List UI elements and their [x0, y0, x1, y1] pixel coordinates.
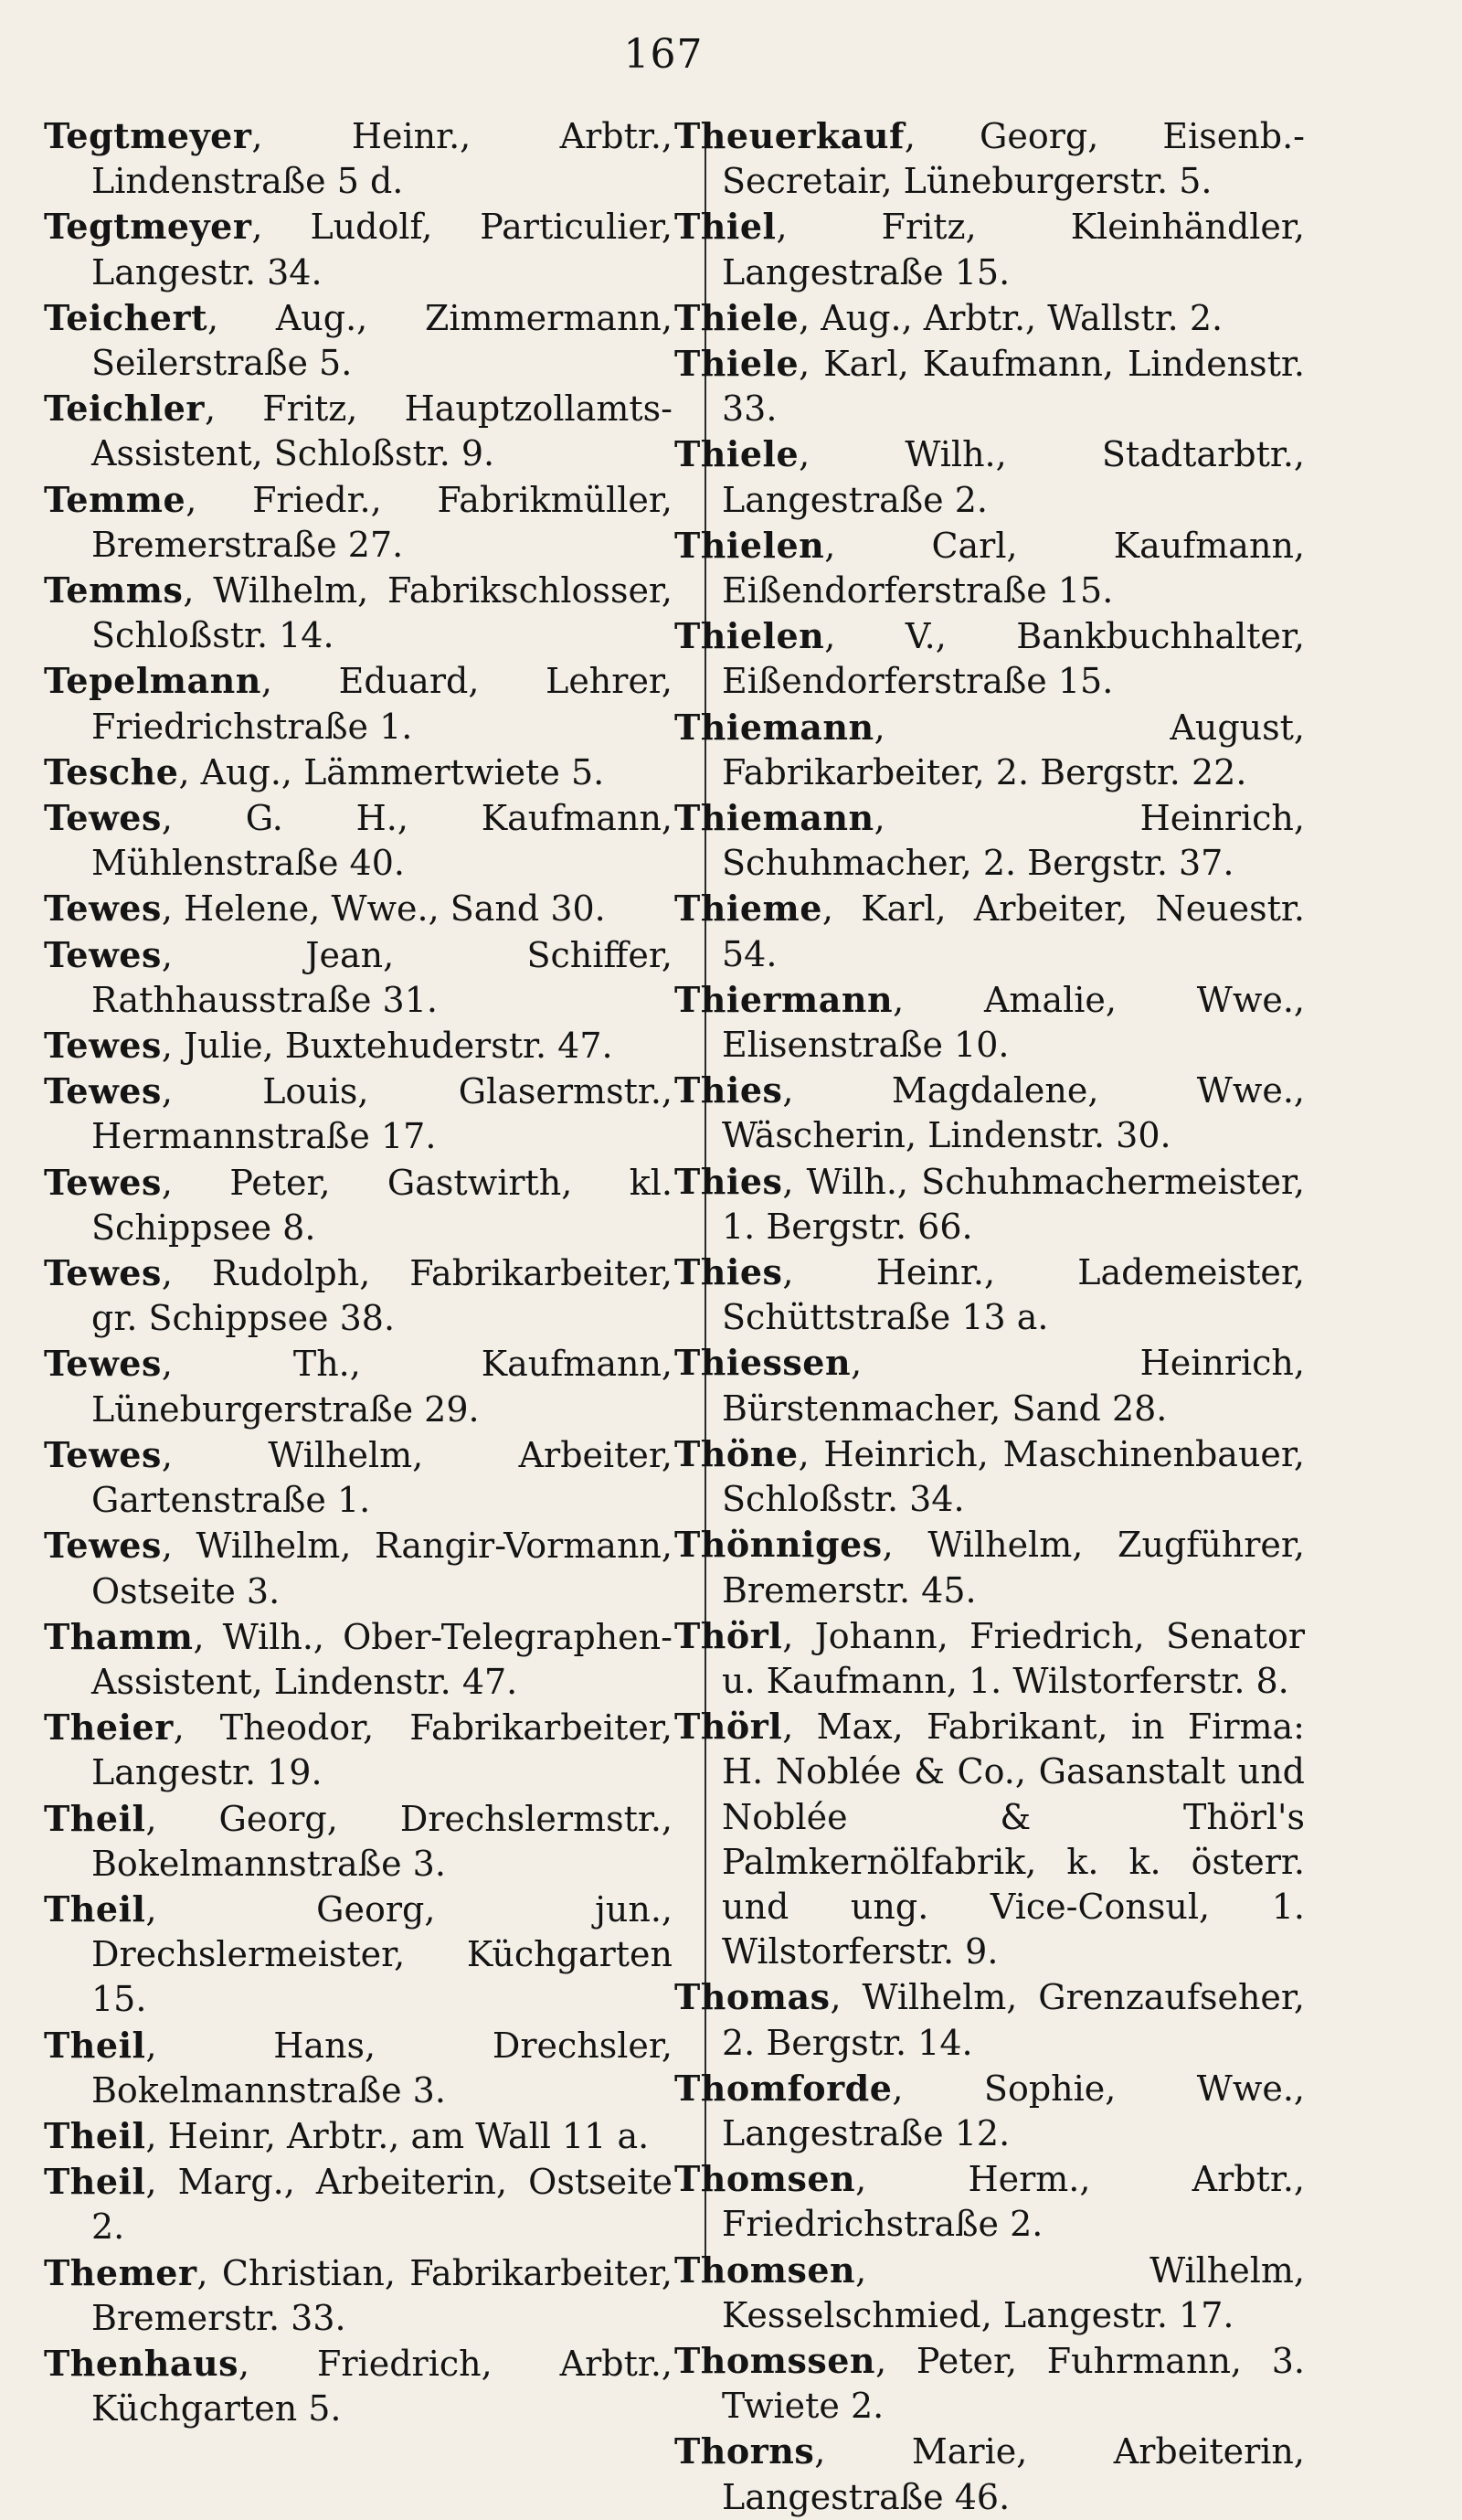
entry-surname: Teichert: [44, 296, 208, 338]
entry-surname: Thiel: [674, 206, 777, 248]
entry-details: , Helene, Wwe., Sand 30.: [161, 888, 606, 930]
entry-surname: Thiermann: [674, 978, 894, 1020]
directory-entry: [674, 2338, 1305, 2429]
entry-surname: Thönniges: [674, 1524, 883, 1566]
entry-details: , Th., Kaufmann, Lüneburgerstraße 29.: [91, 1344, 673, 1430]
entry-surname: Thiele: [674, 343, 800, 385]
directory-entry: [44, 295, 673, 386]
directory-entry: [44, 1069, 673, 1159]
entry-details: , Marie, Arbeiterin, Langestraße 46.: [722, 2431, 1305, 2517]
entry-details: , Heinr., Arbtr., Lindenstraße 5 d.: [91, 116, 673, 202]
entry-details: , August, Fabrikarbeiter, 2. Bergstr. 22.: [722, 707, 1305, 792]
entry-surname: Thöne: [674, 1432, 799, 1474]
page-number: 167: [623, 31, 704, 78]
directory-entry: [44, 2159, 673, 2249]
entry-details: , Peter, Fuhrmann, 3. Twiete 2.: [722, 2340, 1305, 2427]
entry-surname: Thieme: [674, 888, 822, 930]
directory-entry: [674, 1613, 1305, 1704]
directory-entry: [44, 658, 673, 749]
directory-entry: [44, 1705, 673, 1795]
entry-surname: Tewes: [44, 1025, 162, 1067]
entry-details: , Johann, Friedrich, Senator u. Kaufmann, 1. Wilstorferstr. 8.: [722, 1615, 1305, 1701]
entry-surname: Tewes: [44, 1433, 162, 1475]
directory-entry: [44, 204, 673, 294]
directory-entry: [674, 113, 1305, 204]
directory-entry: [674, 1522, 1305, 1612]
directory-entry: [44, 1523, 673, 1613]
entry-details: , Heinrich, Maschinenbauer, Schloßstr. 34.: [722, 1433, 1305, 1520]
directory-entry: [44, 386, 673, 476]
entry-surname: Thenhaus: [44, 2342, 238, 2384]
entry-surname: Thiele: [674, 433, 800, 475]
entry-surname: Tewes: [44, 888, 162, 930]
directory-entry: [674, 523, 1305, 613]
entry-surname: Thomssen: [674, 2339, 876, 2381]
entry-surname: Tegtmeyer: [44, 206, 252, 248]
entry-surname: Teichler: [44, 388, 205, 430]
entry-details: , Wilhelm, Rangir-Vormann, Ostseite 3.: [91, 1526, 673, 1611]
entry-details: , Aug., Lämmertwiete 5.: [178, 751, 605, 792]
entry-surname: Theil: [44, 1887, 146, 1930]
entry-surname: Tegtmeyer: [44, 115, 252, 156]
directory-entry: [44, 2023, 673, 2113]
entry-details: , Ludolf, Particulier, Langestr. 34.: [91, 207, 673, 292]
directory-entry: [674, 2066, 1305, 2156]
entry-surname: Thomas: [674, 1976, 831, 2018]
entry-details: , Eduard, Lehrer, Friedrichstraße 1.: [91, 661, 673, 747]
directory-entry: [44, 932, 673, 1023]
directory-entry: [44, 1023, 673, 1069]
entry-details: , Theodor, Fabrikarbeiter, Langestr. 19.: [91, 1707, 673, 1793]
entry-surname: Thiemann: [674, 706, 874, 748]
directory-entry: [674, 2156, 1305, 2247]
entry-surname: Thies: [674, 1251, 783, 1293]
entry-details: , Rudolph, Fabrikarbeiter, gr. Schippsee 38.: [91, 1253, 673, 1339]
entry-details: , Wilhelm, Kesselschmied, Langestr. 17.: [722, 2249, 1305, 2335]
directory-entry: [674, 431, 1305, 522]
entry-surname: Thörl: [674, 1706, 783, 1748]
entry-details: , Fritz, Hauptzollamts-Assistent, Schloßstr. 9.: [91, 388, 673, 474]
left-column: [44, 113, 673, 2431]
entry-surname: Tewes: [44, 1161, 162, 1203]
entry-details: , Heinrich, Schuhmacher, 2. Bergstr. 37.: [722, 798, 1305, 884]
entry-details: , Aug., Arbtr., Wallstr. 2.: [799, 297, 1224, 338]
directory-entry: [674, 1340, 1305, 1430]
directory-entry: [674, 795, 1305, 886]
directory-entry: [674, 1159, 1305, 1249]
entry-details: , Fritz, Kleinhändler, Langestraße 15.: [722, 207, 1305, 292]
entry-surname: Tepelmann: [44, 660, 261, 702]
entry-details: , Georg, Drechslermstr., Bokelmannstraße 3.: [91, 1798, 673, 1884]
entry-surname: Thomforde: [674, 2067, 893, 2109]
entry-details: , Amalie, Wwe., Elisenstraße 10.: [722, 979, 1305, 1066]
entry-details: , Karl, Kaufmann, Lindenstr. 33.: [722, 344, 1305, 430]
directory-entry: [674, 1249, 1305, 1340]
entry-details: , Marg., Arbeiterin, Ostseite 2.: [91, 2162, 673, 2248]
entry-surname: Thies: [674, 1160, 783, 1202]
entry-surname: Thiessen: [674, 1342, 852, 1384]
directory-entry: [674, 886, 1305, 976]
entry-surname: Theuerkauf: [674, 115, 905, 156]
entry-surname: Tewes: [44, 933, 162, 975]
directory-entry: [44, 1341, 673, 1431]
entry-surname: Theil: [44, 2161, 146, 2203]
directory-entry: [674, 341, 1305, 431]
directory-entry: [44, 1432, 673, 1523]
directory-entry: [44, 1160, 673, 1250]
entry-surname: Tewes: [44, 1525, 162, 1567]
directory-entry: [44, 1887, 673, 2023]
entry-details: , Jean, Schiffer, Rathhausstraße 31.: [91, 934, 673, 1020]
directory-entry: [674, 977, 1305, 1068]
entry-details: , Wilhelm, Zugführer, Bremerstr. 45.: [722, 1525, 1305, 1611]
entry-surname: Thamm: [44, 1615, 194, 1657]
entry-surname: Theier: [44, 1707, 174, 1749]
directory-entry: [44, 568, 673, 658]
entry-surname: Thies: [674, 1069, 783, 1111]
entry-details: , Friedr., Fabrikmüller, Bremerstraße 27.: [91, 479, 673, 565]
entry-details: , Sophie, Wwe., Langestraße 12.: [722, 2068, 1305, 2153]
entry-details: , Wilh., Schuhmachermeister, 1. Bergstr. 66.: [722, 1161, 1305, 1247]
entry-details: , Wilh., Ober-Telegraphen-Assistent, Lindenstr. 47.: [91, 1616, 673, 1702]
entry-details: , Georg, jun., Drechslermeister, Küchgarten 15.: [91, 1888, 673, 2020]
directory-entry: [44, 886, 673, 931]
entry-surname: Tewes: [44, 1252, 162, 1294]
entry-surname: Theil: [44, 1797, 146, 1839]
entry-surname: Tewes: [44, 797, 162, 839]
directory-entry: [674, 613, 1305, 704]
directory-entry: [44, 2341, 673, 2431]
directory-entry: [674, 2429, 1305, 2519]
directory-entry: [674, 1704, 1305, 1974]
entry-surname: Thiele: [674, 296, 800, 338]
directory-entry: [674, 1974, 1305, 2065]
entry-surname: Thielen: [674, 524, 825, 566]
directory-entry: [674, 1431, 1305, 1522]
directory-entry: [674, 295, 1305, 341]
entry-surname: Tewes: [44, 1070, 162, 1112]
entry-surname: Tesche: [44, 750, 179, 792]
directory-entry: [674, 204, 1305, 294]
entry-details: , Wilhelm, Arbeiter, Gartenstraße 1.: [91, 1434, 673, 1521]
entry-details: , Heinrich, Bürstenmacher, Sand 28.: [722, 1343, 1305, 1429]
directory-entry: [44, 750, 673, 795]
entry-surname: Temms: [44, 569, 184, 611]
right-column: [674, 113, 1305, 2520]
entry-surname: Thomsen: [674, 2249, 856, 2291]
entry-details: , Wilhelm, Fabrikschlosser, Schloßstr. 14.: [91, 570, 673, 656]
entry-details: , V., Bankbuchhalter, Eißendorferstraße 15.: [722, 616, 1305, 702]
entry-surname: Thomsen: [674, 2158, 856, 2200]
entry-details: , Louis, Glasermstr., Hermannstraße 17.: [91, 1071, 673, 1157]
entry-surname: Themer: [44, 2251, 197, 2293]
directory-entry: [44, 2250, 673, 2341]
entry-surname: Tewes: [44, 1343, 162, 1385]
directory-entry: [674, 705, 1305, 795]
entry-details: , Max, Fabrikant, in Firma: H. Noblée & Co., Gasanstalt und Noblée & Thörl's Palmkernölfabrik, k. k. österr. und ung. Vice-Consul, 1. Wilstorferstr. 9.: [722, 1707, 1305, 1972]
entry-surname: Theil: [44, 2114, 146, 2156]
entry-surname: Thorns: [674, 2430, 815, 2472]
entry-details: , Wilh., Stadtarbtr., Langestraße 2.: [722, 434, 1305, 520]
entry-details: , Julie, Buxtehuderstr. 47.: [161, 1026, 613, 1067]
entry-surname: Theil: [44, 2024, 146, 2066]
directory-entry: [44, 1796, 673, 1887]
entry-surname: Temme: [44, 478, 186, 520]
entry-details: , G. H., Kaufmann, Mühlenstraße 40.: [91, 798, 673, 884]
directory-entry: [44, 113, 673, 204]
entry-details: , Wilhelm, Grenzaufseher, 2. Bergstr. 14.: [722, 1977, 1305, 2063]
entry-surname: Thiemann: [674, 797, 874, 839]
entry-details: , Hans, Drechsler, Bokelmannstraße 3.: [91, 2025, 673, 2111]
entry-details: , Peter, Gastwirth, kl. Schippsee 8.: [91, 1162, 673, 1248]
entry-details: , Heinr., Lademeister, Schüttstraße 13 a.: [722, 1252, 1305, 1338]
entry-details: , Christian, Fabrikarbeiter, Bremerstr. 33.: [91, 2252, 673, 2338]
directory-entry: [674, 2248, 1305, 2338]
directory-entry: [674, 1068, 1305, 1158]
entry-details: , Carl, Kaufmann, Eißendorferstraße 15.: [722, 525, 1305, 611]
entry-surname: Thörl: [674, 1614, 783, 1656]
entry-details: , Georg, Eisenb.-Secretair, Lüneburgerstr. 5.: [722, 116, 1305, 202]
entry-surname: Thielen: [674, 615, 825, 657]
directory-entry: [44, 477, 673, 568]
entry-details: , Magdalene, Wwe., Wäscherin, Lindenstr. 30.: [722, 1070, 1305, 1156]
entry-details: , Herm., Arbtr., Friedrichstraße 2.: [722, 2159, 1305, 2245]
directory-entry: [44, 1614, 673, 1705]
entry-details: , Aug., Zimmermann, Seilerstraße 5.: [91, 297, 673, 384]
directory-entry: [44, 1250, 673, 1341]
entry-details: , Karl, Arbeiter, Neuestr. 54.: [722, 888, 1305, 974]
entry-details: , Friedrich, Arbtr., Küchgarten 5.: [91, 2343, 673, 2430]
entry-details: , Heinr, Arbtr., am Wall 11 a.: [145, 2115, 650, 2156]
directory-entry: [44, 2113, 673, 2159]
directory-entry: [44, 795, 673, 886]
